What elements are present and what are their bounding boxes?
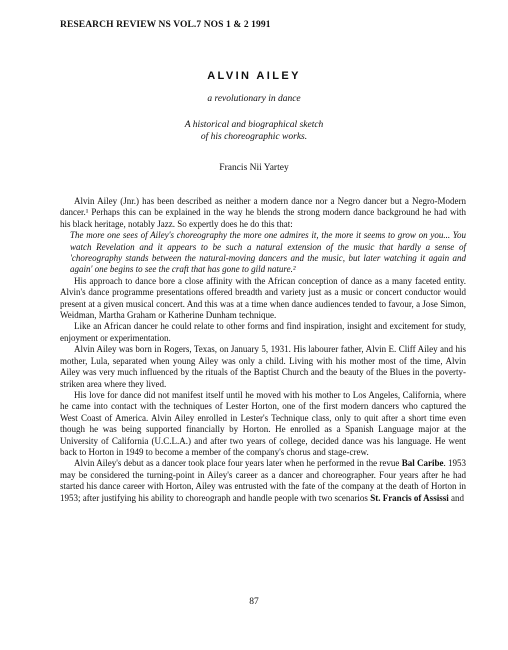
article-title: ALVIN AILEY [207,70,301,82]
paragraph-6-text-a: Alvin Ailey's debut as a dancer took place four years later when he performed in the revue [74,458,402,469]
body-paragraph-4: Alvin Ailey was born in Rogers, Texas, on January 5, 1931. His labourer father, Alvin E. Cliff Ailey and his mother, Lula, separated when young Ailey was only a child. Living with his mother most of the time, Alvin Ailey was very much influenced by the rituals of the Baptist Church and the beauty of the Blues in the poverty-striken area where they lived. [60,344,466,389]
paragraph-6-text-e: and [448,492,464,503]
article-note-line-2: of his choreographic works. [200,132,308,142]
article-note-line-1: A historical and biographical sketch [184,120,324,130]
article-body [60,196,466,504]
work-title-bal-caribe: Bal Caribe [401,458,444,469]
body-paragraph-2: His approach to dance bore a close affinity with the African conception of dance as a many faceted entity. Alvin's dance programme presentations offered breadth and variety just as a music or concert conductor would present at a given musical concert. And this was at a time when dance audiences tended to favour, a Jose Simon, Weidman, Martha Graham or Katherine Dunham technique. [60,275,466,321]
work-title-st-francis: St. Francis of Assissi [370,492,449,503]
article-subtitle: a revolutionary in dance [207,94,301,104]
article-author: Francis Nii Yartey [219,163,289,173]
body-paragraph-6 [60,458,466,504]
block-quote: The more one sees of Ailey's choreography the more one admires it, the more it seems to grow on you... You watch Revelation and it appears to be such a natural extension of the music that hardly a sense of 'choreography stands between the natural-moving dancers and the music, but later watching it again and again' one begins to see the craft that has gone to gild nature.² [70,230,466,275]
body-paragraph-3: Like an African dancer he could relate to other forms and find inspiration, insight and excitement for study, enjoyment or experimentation. [60,321,466,343]
running-head: RESEARCH REVIEW NS VOL.7 NOS 1 & 2 1991 [60,20,271,30]
paragraph-6-text-c: . 1953 may be considered the turning-point in Ailey's career as a dancer and choreographer. Four years after he had started his dance career with Horton, Ailey was entrusted with the fate of the company at the death of Horton in 1953; after justifying his ability to choreograph and handle people with two scenarios [60,458,467,503]
page-number: 87 [249,597,259,607]
article-note [0,119,508,143]
body-paragraph-1: Alvin Ailey (Jnr.) has been described as neither a modern dance nor a Negro dancer but a Negro-Modern dancer.¹ Perhaps this can be explained in the way he blends the strong modern dance background he had with his black heritage, notably Jazz. So expertly does he do this that: [60,196,466,229]
body-paragraph-5: His love for dance did not manifest itself until he moved with his mother to Los Angeles, California, where he came into contact with the techniques of Lester Horton, one of the first modern dancers who captured the West Coast of America. Alvin Ailey enrolled in Lester's Technique class, only to quit after a short time even though he was being supported financially by Horton. He enrolled as a Spanish Language major at the University of California (U.C.L.A.) and after two years of college, decided dance was his language. He went back to Horton in 1949 to become a member of the company's chorus and stage-crew. [60,389,466,457]
